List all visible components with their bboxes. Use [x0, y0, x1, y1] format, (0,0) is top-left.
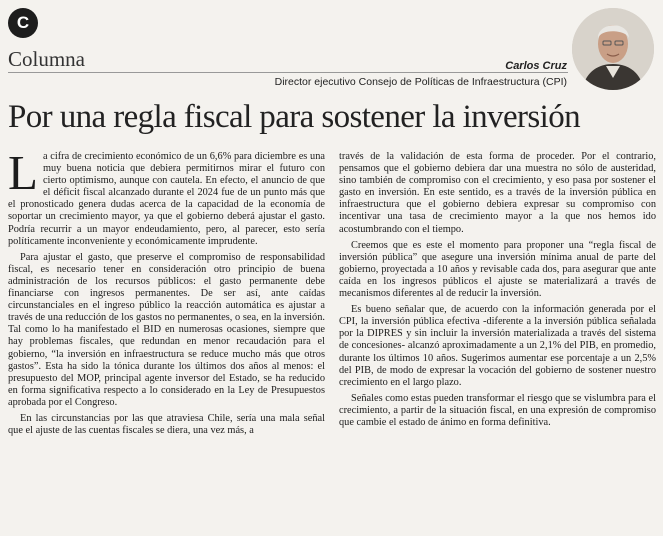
paragraph: Para ajustar el gasto, que preserve el compromiso de responsabilidad fiscal, es necesario tener en consideración otro principio de buena administración de los recursos públicos: el gasto permanente debe financiarse con ingresos permanentes. De ser así, ante caídas circunstanciales en el ingreso público la reacción automática es ajustar a través de una reducción de los gastos no permanentes, o sea, en la inversión. Tal como lo ha manifestado el BID en numerosas ocasiones, siempre que hay problemas fiscales, que redundan en menor recaudación para el gobierno, “la inversión en infraestructura se reduce mucho más que otros gastos”. Esta ha sido la tónica durante los últimos dos años al menos: el presupuesto del MOP, principal agente inversor del Estado, se ha reducido en forma significativa respecto a lo considerado en la Ley de Presupuestos aprobada por el Congreso. — [8, 251, 325, 408]
paragraph — [8, 151, 325, 248]
article-headline: Por una regla fiscal para sostener la inversión — [8, 99, 581, 135]
author-role: Director ejecutivo Consejo de Políticas de Infraestructura (CPI) — [274, 76, 567, 88]
section-divider — [8, 72, 568, 73]
paragraph: En las circunstancias por las que atraviesa Chile, sería una mala señal que el ajuste de las cuentas fiscales se diera, una vez más, a — [8, 412, 325, 437]
column-badge: C — [8, 8, 38, 38]
article-column-2 — [339, 151, 656, 535]
paragraph-text: a cifra de crecimiento económico de un 6,6% para diciembre es una muy buena noticia que debiera permitirnos mirar el futuro con cierto optimismo, aunque con cautela. En efecto, el anuncio de que el déficit fiscal alcanzado durante el 2024 fue de un punto más que el pronosticado genera dudas acerca de la capacidad de la economía de soportar un crecimiento mayor, ya que el gobierno deberá ajustar el gasto. Podría recurrir a un mayor endeudamiento, pero, al parecer, esto sería políticamente inconveniente y económicamente imprudente. — [8, 151, 325, 247]
drop-cap: L — [8, 151, 38, 200]
section-title: Columna — [8, 47, 85, 71]
paragraph: Señales como estas pueden transformar el riesgo que se vislumbra para el crecimiento, a partir de la situación fiscal, en una expresión de compromiso que cambie el estado de ánimo en forma definitiva. — [339, 392, 656, 428]
author-portrait — [572, 8, 654, 90]
paragraph: través de la validación de esta forma de proceder. Por el contrario, pensamos que el gobierno debiera dar una muestra no sólo de austeridad, sino también de compromiso con el crecimiento, y eso pasa por sostener el gasto en inversión. En este sentido, es a través de la inversión pública en infraestructura que el gobierno debiera expresar su compromiso con incentivar una tasa de crecimiento mayor a la que nos hemos ido acostumbrando con el tiempo. — [339, 151, 656, 235]
author-name: Carlos Cruz — [505, 60, 567, 72]
article-body — [8, 151, 656, 535]
paragraph: Es bueno señalar que, de acuerdo con la información generada por el CPI, la inversión pública efectiva -diferente a la inversión pública señalada por la DIPRES y sin incluir la inversión materializada a través del sistema de concesiones- alcanzó aproximadamente a un 2,1% del PIB, en promedio, durante los últimos 10 años. Sugerimos aumentar ese porcentaje a un 2,5% del PIB, de modo de expresar la vocación del gobierno de sostener nuestro crecimiento en el largo plazo. — [339, 304, 656, 388]
paragraph: Creemos que es este el momento para proponer una “regla fiscal de inversión pública” que asegure una inversión mínima anual de parte del gobierno, proyectada a 10 años y revisable cada dos, para asegurar que ante caída en los ingresos públicos el ajuste se materializará a través de mecanismos diferentes al de reducir la inversión. — [339, 239, 656, 300]
portrait-image — [572, 8, 654, 90]
article-column-1 — [8, 151, 325, 535]
